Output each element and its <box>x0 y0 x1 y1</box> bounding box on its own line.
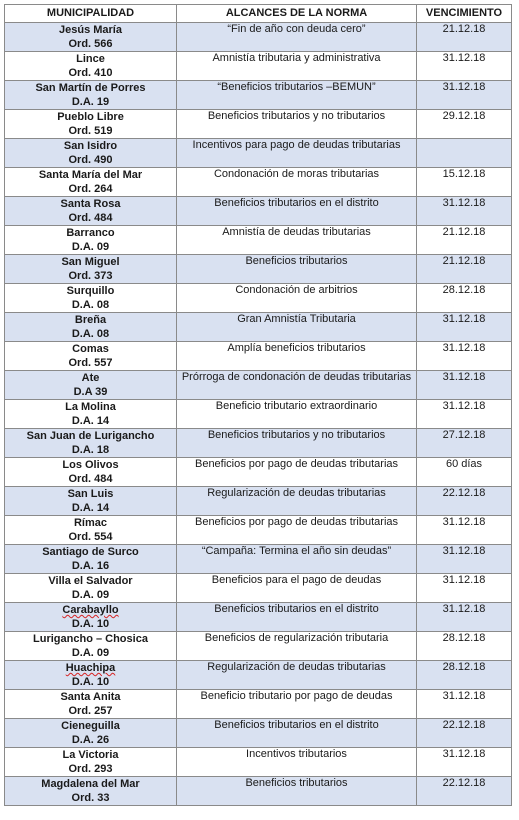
deadline-cell: 28.12.18 <box>417 661 512 690</box>
municipality-name: Carabayllo <box>62 604 119 616</box>
scope-cell: Beneficios tributarios en el distrito <box>177 603 417 632</box>
ordinance-number: Ord. 557 <box>68 357 113 369</box>
table-row <box>5 458 512 487</box>
municipality-name: San Luis <box>67 488 114 500</box>
table-row <box>5 429 512 458</box>
ordinance-number: D.A. 09 <box>71 589 110 601</box>
municipality-cell <box>5 226 177 255</box>
table-row <box>5 255 512 284</box>
municipality-name: Santa María del Mar <box>38 169 143 181</box>
deadline-cell <box>417 139 512 168</box>
table-row <box>5 81 512 110</box>
municipality-name: Los Olivos <box>62 459 119 471</box>
municipality-cell <box>5 516 177 545</box>
municipality-name: Pueblo Libre <box>57 111 124 123</box>
scope-cell: Beneficio tributario por pago de deudas <box>177 690 417 719</box>
deadline-cell: 31.12.18 <box>417 603 512 632</box>
ordinance-number: Ord. 554 <box>68 531 113 543</box>
table-row <box>5 313 512 342</box>
scope-cell: Amnistía de deudas tributarias <box>177 226 417 255</box>
scope-cell: Beneficios tributarios en el distrito <box>177 719 417 748</box>
municipality-cell <box>5 255 177 284</box>
ordinance-number: Ord. 257 <box>68 705 113 717</box>
municipality-cell <box>5 81 177 110</box>
table-row <box>5 23 512 52</box>
header-municipality: MUNICIPALIDAD <box>5 5 177 23</box>
ordinance-number: D.A. 16 <box>71 560 110 572</box>
scope-cell: Beneficios tributarios en el distrito <box>177 197 417 226</box>
municipality-name: Santa Rosa <box>60 198 121 210</box>
municipality-name: Comas <box>72 343 109 355</box>
table-row <box>5 400 512 429</box>
municipality-name: Magdalena del Mar <box>41 778 140 790</box>
ordinance-number: D.A 39 <box>73 386 108 398</box>
municipal-tax-benefits-table <box>4 4 512 806</box>
municipality-name: San Isidro <box>63 140 118 152</box>
deadline-cell: 31.12.18 <box>417 371 512 400</box>
deadline-cell: 31.12.18 <box>417 81 512 110</box>
ordinance-number: Ord. 566 <box>68 38 113 50</box>
scope-cell: Beneficios por pago de deudas tributarias <box>177 516 417 545</box>
table-row <box>5 574 512 603</box>
scope-cell: Incentivos tributarios <box>177 748 417 777</box>
deadline-cell: 21.12.18 <box>417 23 512 52</box>
ordinance-number: Ord. 484 <box>68 212 113 224</box>
deadline-cell: 22.12.18 <box>417 719 512 748</box>
municipality-cell <box>5 313 177 342</box>
ordinance-number: Ord. 293 <box>68 763 113 775</box>
table-row <box>5 632 512 661</box>
scope-cell: Beneficios tributarios y no tributarios <box>177 110 417 139</box>
scope-cell: Beneficios por pago de deudas tributarias <box>177 458 417 487</box>
municipality-cell <box>5 168 177 197</box>
municipality-cell <box>5 719 177 748</box>
municipality-cell <box>5 661 177 690</box>
table-row <box>5 226 512 255</box>
table-row <box>5 168 512 197</box>
table-row <box>5 516 512 545</box>
municipality-cell <box>5 400 177 429</box>
municipality-cell <box>5 545 177 574</box>
scope-cell: Gran Amnistía Tributaria <box>177 313 417 342</box>
ordinance-number: D.A. 08 <box>71 299 110 311</box>
municipality-cell <box>5 284 177 313</box>
scope-cell: Incentivos para pago de deudas tributarias <box>177 139 417 168</box>
scope-cell: Beneficios para el pago de deudas <box>177 574 417 603</box>
scope-cell: Beneficios tributarios y no tributarios <box>177 429 417 458</box>
ordinance-number: D.A. 09 <box>71 241 110 253</box>
municipality-cell <box>5 429 177 458</box>
scope-cell: “Fin de año con deuda cero” <box>177 23 417 52</box>
scope-cell: Amplía beneficios tributarios <box>177 342 417 371</box>
table-row <box>5 777 512 806</box>
municipality-name: San Martín de Porres <box>35 82 146 94</box>
header-scope: ALCANCES DE LA NORMA <box>177 5 417 23</box>
ordinance-number: D.A. 18 <box>71 444 110 456</box>
municipality-cell <box>5 371 177 400</box>
table-body <box>5 23 512 806</box>
municipality-cell <box>5 110 177 139</box>
municipality-name: Huachipa <box>65 662 116 674</box>
scope-cell: Condonación de moras tributarias <box>177 168 417 197</box>
deadline-cell: 22.12.18 <box>417 777 512 806</box>
deadline-cell: 31.12.18 <box>417 545 512 574</box>
table-row <box>5 342 512 371</box>
municipality-cell <box>5 52 177 81</box>
scope-cell: “Campaña: Termina el año sin deudas” <box>177 545 417 574</box>
scope-cell: Regularización de deudas tributarias <box>177 661 417 690</box>
municipality-name: Villa el Salvador <box>48 575 133 587</box>
deadline-cell: 21.12.18 <box>417 226 512 255</box>
deadline-cell: 28.12.18 <box>417 632 512 661</box>
ordinance-number: D.A. 08 <box>71 328 110 340</box>
ordinance-number: D.A. 10 <box>71 676 110 688</box>
table-row <box>5 52 512 81</box>
ordinance-number: D.A. 09 <box>71 647 110 659</box>
municipality-cell <box>5 139 177 168</box>
municipality-name: Rímac <box>73 517 108 529</box>
deadline-cell: 22.12.18 <box>417 487 512 516</box>
table-row <box>5 371 512 400</box>
deadline-cell: 31.12.18 <box>417 52 512 81</box>
ordinance-number: D.A. 26 <box>71 734 110 746</box>
table-row <box>5 139 512 168</box>
municipality-cell <box>5 458 177 487</box>
scope-cell: Beneficio tributario extraordinario <box>177 400 417 429</box>
municipality-name: Cieneguilla <box>61 720 120 732</box>
deadline-cell: 31.12.18 <box>417 516 512 545</box>
ordinance-number: Ord. 33 <box>71 792 110 804</box>
ordinance-number: D.A. 14 <box>71 502 110 514</box>
municipality-name: Santa Anita <box>60 691 121 703</box>
deadline-cell: 27.12.18 <box>417 429 512 458</box>
municipality-name: Santiago de Surco <box>42 546 139 558</box>
municipality-cell <box>5 23 177 52</box>
municipality-name: Lurigancho – Chosica <box>33 633 148 645</box>
deadline-cell: 31.12.18 <box>417 197 512 226</box>
table-row <box>5 661 512 690</box>
scope-cell: “Beneficios tributarios –BEMUN” <box>177 81 417 110</box>
municipality-cell <box>5 632 177 661</box>
ordinance-number: D.A. 14 <box>71 415 110 427</box>
table-row <box>5 197 512 226</box>
municipality-cell <box>5 603 177 632</box>
deadline-cell: 15.12.18 <box>417 168 512 197</box>
municipality-name: Breña <box>74 314 107 326</box>
ordinance-number: Ord. 410 <box>68 67 113 79</box>
table-row <box>5 110 512 139</box>
municipality-cell <box>5 748 177 777</box>
deadline-cell: 31.12.18 <box>417 342 512 371</box>
deadline-cell: 28.12.18 <box>417 284 512 313</box>
ordinance-number: Ord. 264 <box>68 183 113 195</box>
municipality-name: San Juan de Lurigancho <box>26 430 155 442</box>
municipality-cell <box>5 777 177 806</box>
municipality-name: Surquillo <box>66 285 115 297</box>
deadline-cell: 31.12.18 <box>417 748 512 777</box>
deadline-cell: 31.12.18 <box>417 574 512 603</box>
table-row <box>5 748 512 777</box>
municipality-cell <box>5 342 177 371</box>
table-row <box>5 690 512 719</box>
ordinance-number: D.A. 19 <box>71 96 110 108</box>
scope-cell: Beneficios tributarios <box>177 777 417 806</box>
deadline-cell: 21.12.18 <box>417 255 512 284</box>
table-row <box>5 284 512 313</box>
deadline-cell: 31.12.18 <box>417 400 512 429</box>
scope-cell: Regularización de deudas tributarias <box>177 487 417 516</box>
ordinance-number: Ord. 484 <box>68 473 113 485</box>
scope-cell: Prórroga de condonación de deudas tributarias <box>177 371 417 400</box>
ordinance-number: Ord. 490 <box>68 154 113 166</box>
ordinance-number: Ord. 373 <box>68 270 113 282</box>
municipality-name: La Victoria <box>62 749 119 761</box>
deadline-cell: 60 días <box>417 458 512 487</box>
table-row <box>5 719 512 748</box>
scope-cell: Beneficios tributarios <box>177 255 417 284</box>
deadline-cell: 29.12.18 <box>417 110 512 139</box>
table-row <box>5 545 512 574</box>
scope-cell: Beneficios de regularización tributaria <box>177 632 417 661</box>
municipality-cell <box>5 197 177 226</box>
municipality-name: Barranco <box>66 227 115 239</box>
header-row <box>5 5 512 23</box>
municipality-name: Jesús María <box>59 24 122 36</box>
municipality-name: San Miguel <box>61 256 120 268</box>
municipality-name: Ate <box>81 372 100 384</box>
municipality-name: Lince <box>76 53 105 65</box>
municipality-cell <box>5 690 177 719</box>
ordinance-number: Ord. 519 <box>68 125 113 137</box>
table-row <box>5 487 512 516</box>
deadline-cell: 31.12.18 <box>417 313 512 342</box>
deadline-cell: 31.12.18 <box>417 690 512 719</box>
scope-cell: Condonación de arbitrios <box>177 284 417 313</box>
municipality-name: La Molina <box>65 401 116 413</box>
header-deadline: VENCIMIENTO <box>417 5 512 23</box>
ordinance-number: D.A. 10 <box>71 618 110 630</box>
scope-cell: Amnistía tributaria y administrativa <box>177 52 417 81</box>
municipality-cell <box>5 574 177 603</box>
table-row <box>5 603 512 632</box>
municipality-cell <box>5 487 177 516</box>
